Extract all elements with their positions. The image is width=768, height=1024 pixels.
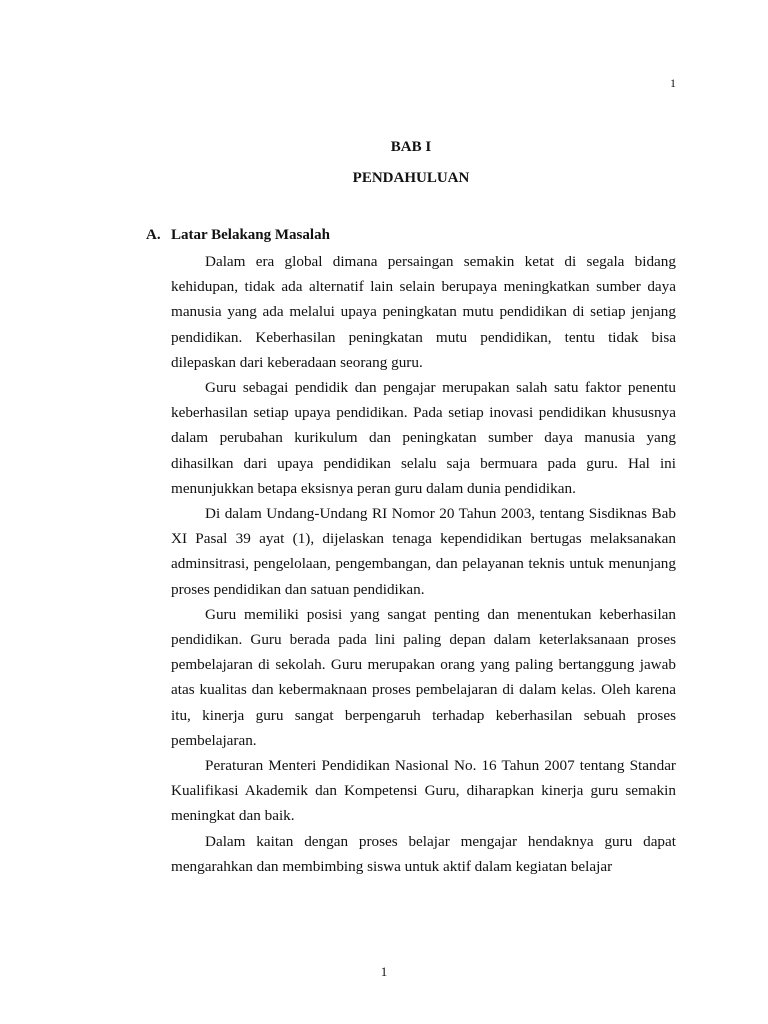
paragraph-4: Guru memiliki posisi yang sangat penting dan menentukan keberhasilan pendidikan. Guru berada pada lini paling depan dalam keterlaksanaan proses pembelajaran di sekolah. Guru merupakan orang yang paling bertanggung jawab atas kualitas dan kebermaknaan proses pembelajaran di dalam kelas. Oleh karena itu, kinerja guru sangat berpengaruh terhadap keberhasilan sebuah proses pembelajaran.	[171, 605, 676, 749]
chapter-heading: BAB I	[390, 139, 432, 155]
paragraph-3: Di dalam Undang-Undang RI Nomor 20 Tahun 2003, tentang Sisdiknas Bab XI Pasal 39 ayat (1), dijelaskan tenaga kependidikan bertugas melaksanakan adminsitrasi, pengelolaan, pengembangan, dan pelayanan teknis untuk menunjang proses pendidikan dan satuan pendidikan.	[171, 505, 676, 598]
paragraph-1: Dalam era global dimana persaingan semakin ketat di segala bidang kehidupan, tidak ada alternatif lain selain berupaya meningkatkan sumber daya manusia yang ada melalui upaya peningkatan mutu pendidikan di setiap jenjang pendidikan. Keberhasilan peningkatan mutu pendidikan, tentu tidak bisa dilepaskan dari keberadaan seorang guru.	[171, 253, 676, 371]
section-label: A.	[146, 227, 161, 243]
section-title: Latar Belakang Masalah	[171, 227, 330, 243]
header-page-number: 1	[670, 76, 676, 90]
body-text	[171, 249, 676, 879]
chapter-title: PENDAHULUAN	[352, 170, 470, 186]
footer-page-number: 1	[380, 964, 388, 979]
paragraph-5: Peraturan Menteri Pendidikan Nasional No. 16 Tahun 2007 tentang Standar Kualifikasi Akademik dan Kompetensi Guru, diharapkan kinerja guru semakin meningkat dan baik.	[171, 757, 676, 825]
section-heading	[146, 226, 676, 245]
paragraph-6: Dalam kaitan dengan proses belajar mengajar hendaknya guru dapat mengarahkan dan membimbing siswa untuk aktif dalam kegiatan belajar	[171, 832, 676, 875]
paragraph-2: Guru sebagai pendidik dan pengajar merupakan salah satu faktor penentu keberhasilan setiap upaya pendidikan. Pada setiap inovasi pendidikan khususnya dalam perubahan kurikulum dan peningkatan sumber daya manusia yang dihasilkan dari upaya pendidikan selalu saja bermuara pada guru. Hal ini menunjukkan betapa eksisnya peran guru dalam dunia pendidikan.	[171, 379, 676, 497]
